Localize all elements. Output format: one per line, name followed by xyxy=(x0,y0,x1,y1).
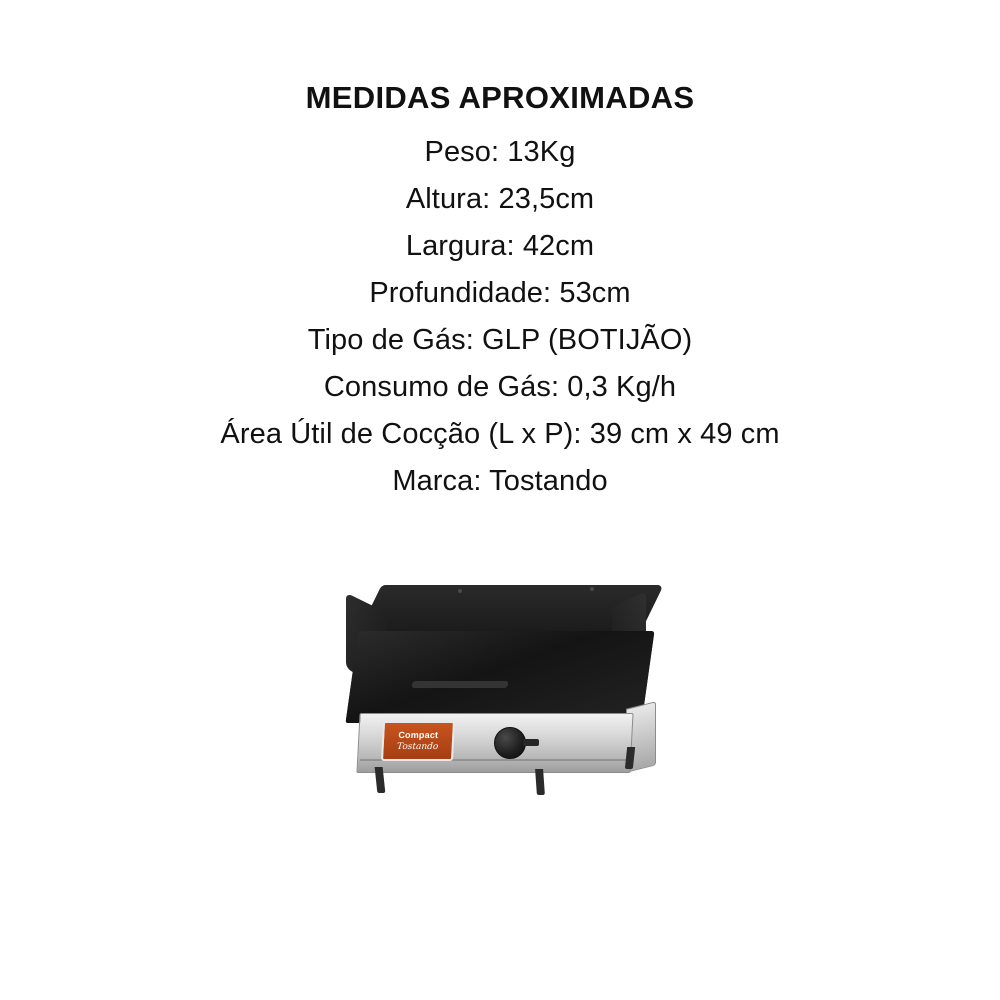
grease-drain-slot xyxy=(411,681,508,688)
spec-width: Largura: 42cm xyxy=(405,229,595,262)
griddle-cooking-plate xyxy=(346,631,655,723)
brand-badge xyxy=(381,721,455,761)
product-griddle xyxy=(340,563,660,773)
spec-gas-consumption: Consumo de Gás: 0,3 Kg/h xyxy=(323,370,677,403)
spec-weight: Peso: 13Kg xyxy=(424,135,576,168)
rivet-icon xyxy=(458,589,462,593)
spec-height: Altura: 23,5cm xyxy=(405,182,595,215)
spec-cooking-area: Área Útil de Cocção (L x P): 39 cm x 49 cm xyxy=(220,417,780,450)
spec-brand: Marca: Tostando xyxy=(392,464,608,497)
product-image-area xyxy=(0,553,1000,853)
knob-stem xyxy=(523,739,539,746)
rivet-icon xyxy=(590,587,594,591)
brand-badge-top-text: Compact xyxy=(398,729,439,740)
specifications-block xyxy=(0,78,1000,505)
brand-badge-bottom-text: Tostando xyxy=(396,741,439,752)
page-title: MEDIDAS APROXIMADAS xyxy=(305,80,695,115)
spec-gas-type: Tipo de Gás: GLP (BOTIJÃO) xyxy=(307,323,693,356)
spec-depth: Profundidade: 53cm xyxy=(369,276,631,309)
gas-control-knob xyxy=(494,727,526,759)
